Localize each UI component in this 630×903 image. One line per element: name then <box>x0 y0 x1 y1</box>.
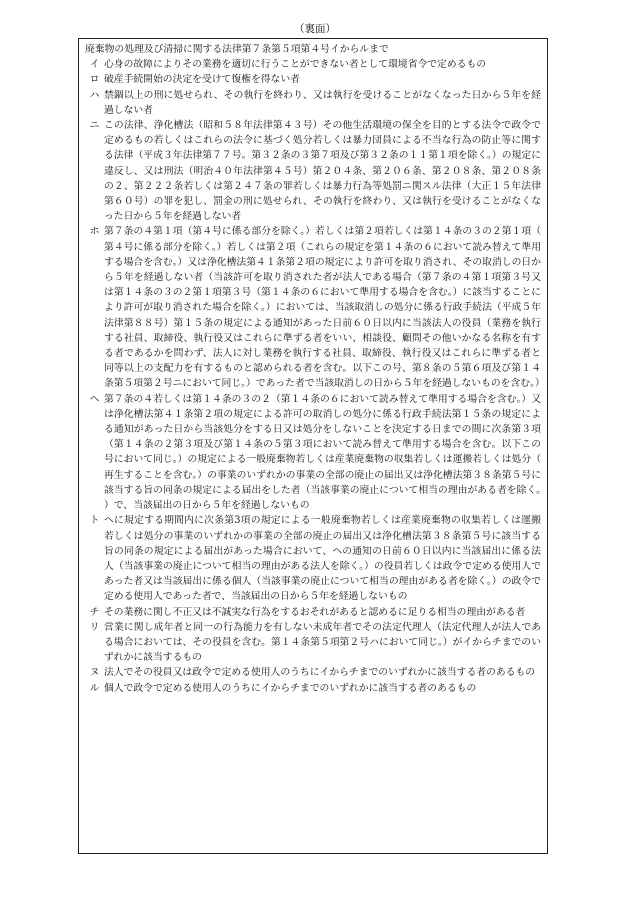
list-item-chi <box>85 605 541 620</box>
list-item-ho <box>85 224 545 391</box>
list-item-ri <box>85 620 541 666</box>
item-text: この法律、浄化槽法（昭和５８年法律第４３号）その他生活環境の保全を目的とする法令で政令で定めるもの若しくはこれらの法令に基づく処分若しくは暴力団員による不当な行為の防止等に関する法律（平成３年法律第７７号。第３２条の３第７項及び第３２条の１１第１項を除く。）の規定に違反し、又は刑法（明治４０年法律第４５号）第２０４条、第２０６条、第２０８条、第２０８条の２、第２２２条若しくは第２４７条の罪若しくは暴力行為等処罰ニ関スル法律（大正１５年法律第６０号）の罪を犯し、罰金の刑に処せられ、その執行を終わり、又は執行を受けることがなくなった日から５年を経過しない者 <box>104 120 541 223</box>
item-marker: チ <box>89 606 100 618</box>
list-item-ni <box>85 118 541 224</box>
item-marker: ト <box>89 515 100 527</box>
list-item-to <box>85 513 541 604</box>
item-text: 個人で政令で定める使用人のうちにイからチまでのいずれかに該当する者のあるもの <box>104 682 477 694</box>
list-item-ru <box>85 681 541 696</box>
list-item-ha <box>85 88 541 118</box>
item-text: ヘに規定する期間内に次条第3項の規定による一般廃棄物若しくは産業廃棄物の収集若しくは運搬若しくは処分の事業のいずれかの事業の全部の廃止の届出又は浄化槽法第３８条第５号に該当する旨の同条の規定による届出があった場合において、ヘの通知の日前６０日以内に当該届出に係る法人（当該事業の廃止について相当の理由がある法人を除く。）の役員若しくは政令で定める使用人であった者又は当該届出に係る個人（当該事業の廃止について相当の理由がある者を除く。）の政令で定める使用人であった者で、当該届出の日から５年を経過しないもの <box>104 515 541 603</box>
page-header: （裏面） <box>294 23 336 35</box>
item-text: その業務に関し不正又は不誠実な行為をするおそれがあると認めるに足りる相当の理由がある者 <box>104 606 526 618</box>
item-text: 禁錮以上の刑に処せられ、その執行を終わり、又は執行を受けることがなくなった日から５年を経過しない者 <box>104 89 541 116</box>
item-marker: ニ <box>89 120 100 132</box>
item-text: 第７条の４第１項（第４号に係る部分を除く。）若しくは第２項若しくは第１４条の３の２第１項（第４号に係る部分を除く。）若しくは第２項（これらの規定を第１４条の６において読み替えて準用する場合を含む。）又は浄化槽法第４１条第２項の規定により許可を取り消され、その取消しの日から５年を経過しない者（当該許可を取り消された者が法人である場合（第７条の４第１項第３号又は第１４条の３の２第１項第３号（第１４条の６において準用する場合を含む。）に該当することにより許可が取り消された場合を除く。）においては、当該取消しの処分に係る行政手続法（平成５年法律第８８号）第１５条の規定による通知があった日前６０日以内に当該法人の役員（業務を執行する社員、取締役、執行役又はこれらに準ずる者をいい、相談役、顧問その他いかなる名称を有する者であるかを問わず、法人に対し業務を執行する社員、取締役、執行役又はこれらに準ずる者と同等以上の支配力を有するものと認められる者を含む。以下この号、第８条の５第６項及び第１４条第５項第２号ニにおいて同じ。）であった者で当該取消しの日から５年を経過しないものを含む。） <box>104 226 545 390</box>
item-text: 法人でその役員又は政令で定める使用人のうちにイからチまでのいずれかに該当する者のあるもの <box>104 667 536 679</box>
item-text: 営業に関し成年者と同一の行為能力を有しない未成年者でその法定代理人（法定代理人が法人である場合においては、その役員を含む。第１４条第５項第２号ハにおいて同じ。）がイからチまでのいずれかに該当するもの <box>104 621 541 664</box>
item-text: 第７条の４若しくは第１４条の３の２（第１４条の６において読み替えて準用する場合を含む。）又は浄化槽法第４１条第２項の規定による許可の取消しの処分に係る行政手続法第１５条の規定による通知があった日から当該処分をする日又は処分をしないことを決定する日までの間に次条第３項（第１４条の２第３項及び第１４条の５第３項において読み替えて準用する場合を含む。以下この号において同じ。）の規定による一般廃棄物若しくは産業廃棄物の収集若しくは運搬若しくは処分（再生することを含む。）の事業のいずれかの事業の全部の廃止の届出又は浄化槽法第３８条第５号に該当する旨の同条の規定による届出をした者（当該事業の廃止について相当の理由がある者を除く。）で、当該届出の日から５年を経過しないもの <box>104 393 541 512</box>
item-marker: ロ <box>89 74 100 86</box>
list-item-he <box>85 392 541 514</box>
list-item-i <box>85 57 541 72</box>
list-item-ro <box>85 72 541 87</box>
item-marker: ホ <box>89 226 100 238</box>
item-text: 心身の故障によりその業務を適切に行うことができない者として環境省令で定めるもの <box>104 59 487 71</box>
item-marker: ヌ <box>89 667 100 679</box>
document-frame <box>78 38 548 854</box>
item-text: 破産手続開始の決定を受けて復権を得ない者 <box>104 74 300 86</box>
item-marker: リ <box>89 621 100 633</box>
item-marker: ハ <box>89 89 100 101</box>
item-marker: ル <box>89 682 100 694</box>
item-marker: イ <box>89 59 100 71</box>
list-item-nu <box>85 665 541 680</box>
intro-text: 廃棄物の処理及び清掃に関する法律第７条第５項第４号イからルまで <box>85 44 389 55</box>
item-marker: ヘ <box>89 393 100 405</box>
